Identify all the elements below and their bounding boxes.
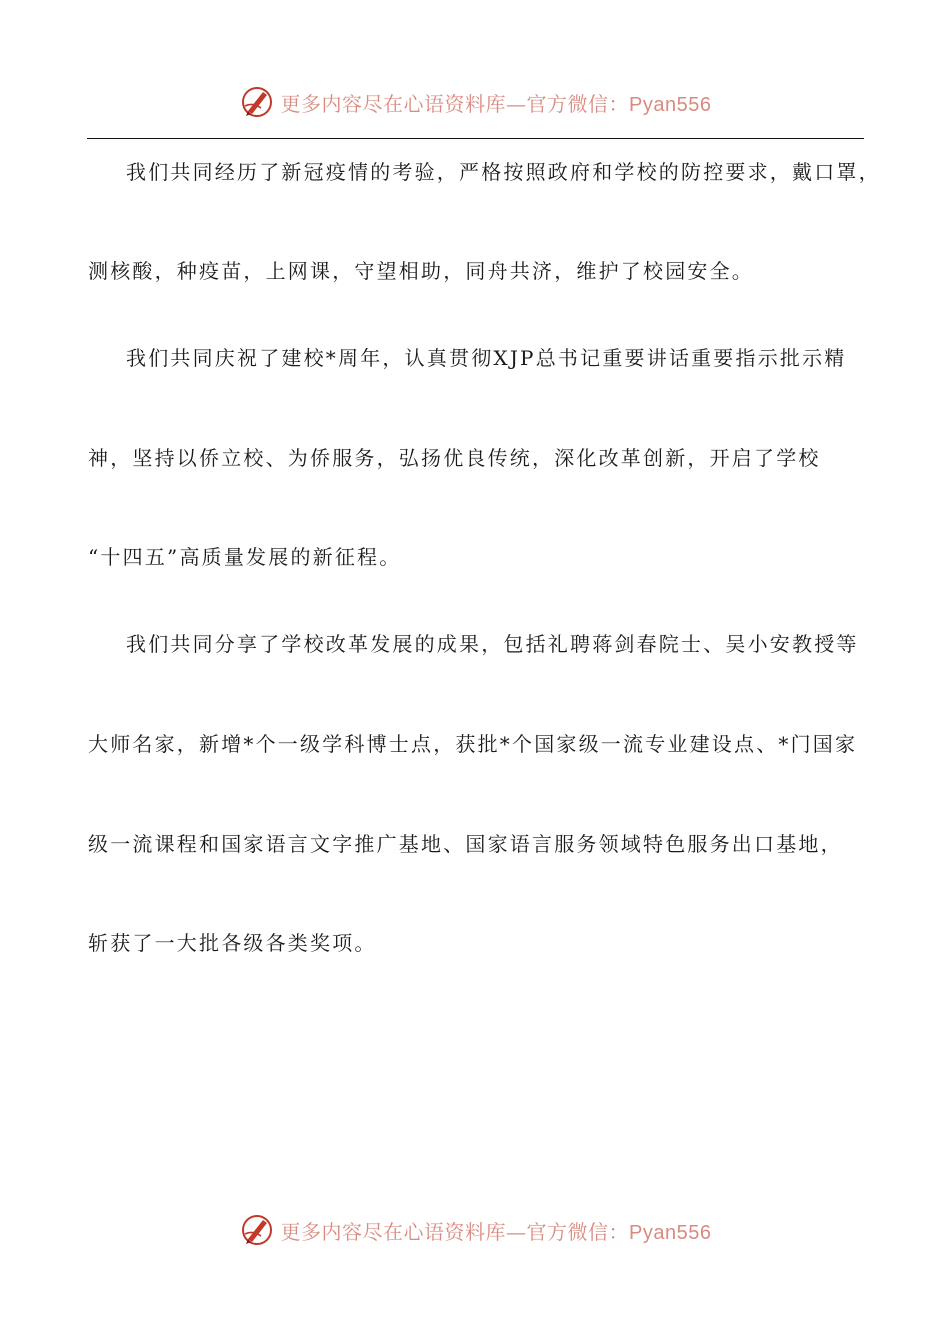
banner-text: 更多内容尽在心语资料库—官方微信：Pyan556 xyxy=(280,91,712,116)
banner-text: 更多内容尽在心语资料库—官方微信：Pyan556 xyxy=(280,1219,712,1244)
header-rule xyxy=(87,138,864,139)
footer-banner xyxy=(0,1208,950,1252)
paragraph-2-line-3: “十四五”高质量发展的新征程。 xyxy=(88,545,402,569)
paragraph-3-line-4: 斩获了一大批各级各类奖项。 xyxy=(88,931,377,955)
pen-logo-icon xyxy=(239,84,275,120)
paragraph-2-line-2: 神，坚持以侨立校、为侨服务，弘扬优良传统，深化改革创新，开启了学校 xyxy=(88,446,821,470)
header-banner xyxy=(0,80,950,124)
paragraph-3-line-2: 大师名家，新增*个一级学科博士点，获批*个国家级一流专业建设点、*门国家 xyxy=(88,732,858,756)
paragraph-3-line-3: 级一流课程和国家语言文字推广基地、国家语言服务领域特色服务出口基地， xyxy=(88,832,843,856)
paragraph-3-line-1: 我们共同分享了学校改革发展的成果，包括礼聘蒋剑春院士、吴小安教授等 xyxy=(126,632,859,656)
paragraph-1-line-2: 测核酸，种疫苗，上网课，守望相助，同舟共济，维护了校园安全。 xyxy=(88,259,754,283)
paragraph-2-line-1: 我们共同庆祝了建校*周年，认真贯彻XJP总书记重要讲话重要指示批示精 xyxy=(126,346,847,370)
paragraph-1-line-1: 我们共同经历了新冠疫情的考验，严格按照政府和学校的防控要求，戴口罩， xyxy=(126,160,881,184)
pen-logo-icon xyxy=(239,1212,275,1248)
